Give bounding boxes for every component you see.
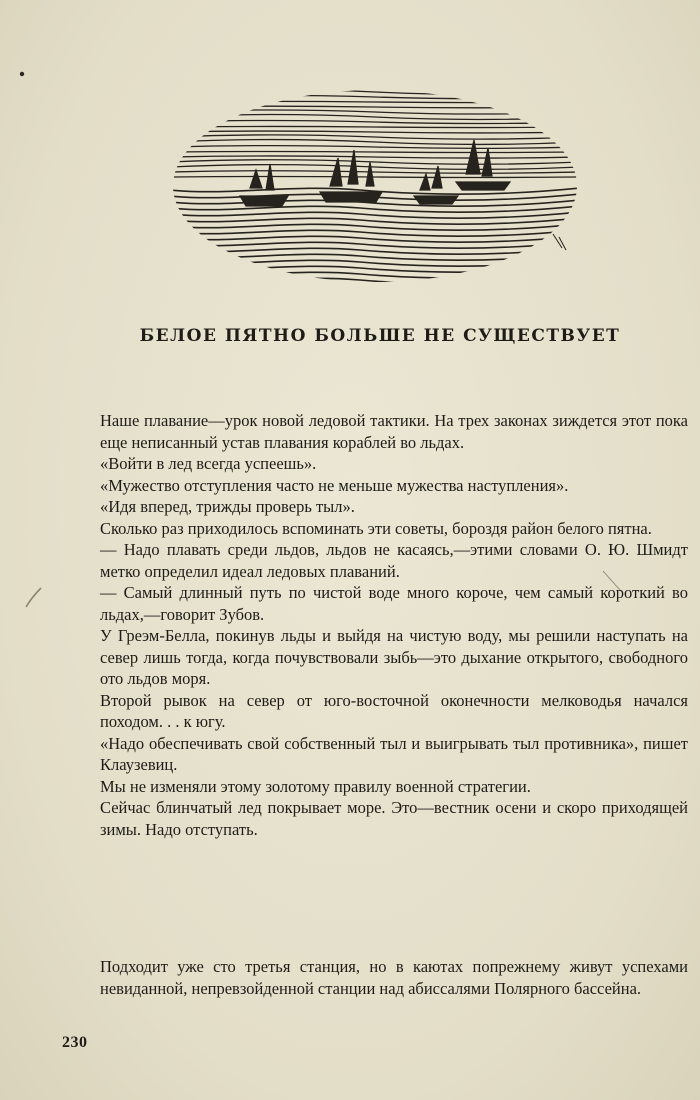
ships-in-ice-illustration xyxy=(170,78,580,288)
margin-stroke-mark xyxy=(22,585,44,611)
closing-text xyxy=(100,956,688,999)
sky-hatch-line xyxy=(170,110,580,114)
paragraph: У Греэм-Белла, покинув льды и выйдя на чистую воду, мы решили наступать на север лишь тогда, когда почувствовали зыбь—это дыхание открытого, свободного ото льдов моря. xyxy=(100,626,688,688)
sea-hatch-line xyxy=(170,230,580,236)
sea-hatch-line xyxy=(170,206,580,212)
sea-hatch-line xyxy=(170,254,580,260)
sea-hatch-line xyxy=(170,218,580,224)
sky-hatch-line xyxy=(170,131,580,133)
sky-hatch-line xyxy=(170,140,580,145)
sea-hatch-line xyxy=(170,278,580,284)
sky-hatch-line xyxy=(170,120,580,123)
sky-hatch-line xyxy=(170,165,580,170)
paragraph: Сколько раз приходилось вспоминать эти советы, бороздя район белого пятна. xyxy=(100,518,652,538)
sky-hatch-line xyxy=(170,101,580,102)
paragraph: — Самый длинный путь по чистой воде много короче, чем самый короткий во льдах,—говорит Зубов. xyxy=(100,583,688,624)
paragraph: Подходит уже сто третья станция, но в каютах попрежнему живут успехами невиданной, непревзойденной станции над абиссалями Полярного бассейна. xyxy=(100,957,688,998)
sea-hatch-line xyxy=(170,260,580,266)
paragraph: «Войти в лед всегда успеешь». xyxy=(100,454,317,473)
sea-hatch-line xyxy=(170,212,580,218)
sky-hatch-line xyxy=(170,90,580,95)
sea-hatch-line xyxy=(170,266,580,272)
sea-hatch-line xyxy=(170,248,580,254)
sky-hatch-line xyxy=(170,126,580,127)
sky-hatch-line xyxy=(170,160,580,164)
sky-hatch-line xyxy=(170,146,580,149)
main-text xyxy=(100,410,688,840)
sky-hatch-line xyxy=(170,156,580,158)
sea-hatch-line xyxy=(170,242,580,248)
sky-hatch-line xyxy=(170,171,580,174)
paragraph: Сейчас блинчатый лед покрывает море. Это—вестник осени и скоро приходящей зимы. Надо отступать. xyxy=(100,798,688,839)
page-number: 230 xyxy=(62,1034,88,1051)
paragraph: Мы не изменяли этому золотому правилу военной стратегии. xyxy=(100,776,531,796)
sky-hatch-line xyxy=(170,176,580,177)
sea-hatch-line xyxy=(170,272,580,278)
paragraph: Наше плавание—урок новой ледовой тактики. На трех законах зиждется этот пока еще неписанный устав плавания кораблей во льдах. xyxy=(100,411,688,452)
sky-hatch-line xyxy=(170,115,580,120)
sky-hatch-line xyxy=(170,151,580,152)
sea-hatch-line xyxy=(170,224,580,230)
paragraph: «Идя вперед, трижды проверь тыл». xyxy=(100,497,355,516)
sky-hatch-line xyxy=(170,135,580,139)
sky-hatch-line xyxy=(170,106,580,108)
page-edge-mark xyxy=(18,70,26,78)
paragraph: «Мужество отступления часто не меньше мужества наступления». xyxy=(100,475,569,495)
paragraph: «Надо обеспечивать свой собственный тыл и выигрывать тыл противника», пишет Клаузевиц. xyxy=(100,733,688,774)
paragraph: — Надо плавать среди льдов, льдов не касаясь,—этими словами О. Ю. Шмидт метко определил идеал ледовых плаваний. xyxy=(100,540,688,581)
sky-hatch-line xyxy=(170,95,580,98)
sea-hatch-line xyxy=(170,236,580,242)
chapter-title: БЕЛОЕ ПЯТНО БОЛЬШЕ НЕ СУЩЕСТВУЕТ xyxy=(139,326,621,346)
paragraph: Второй рывок на север от юго-восточной оконечности мелководья начался походом. . . к югу. xyxy=(100,690,688,731)
